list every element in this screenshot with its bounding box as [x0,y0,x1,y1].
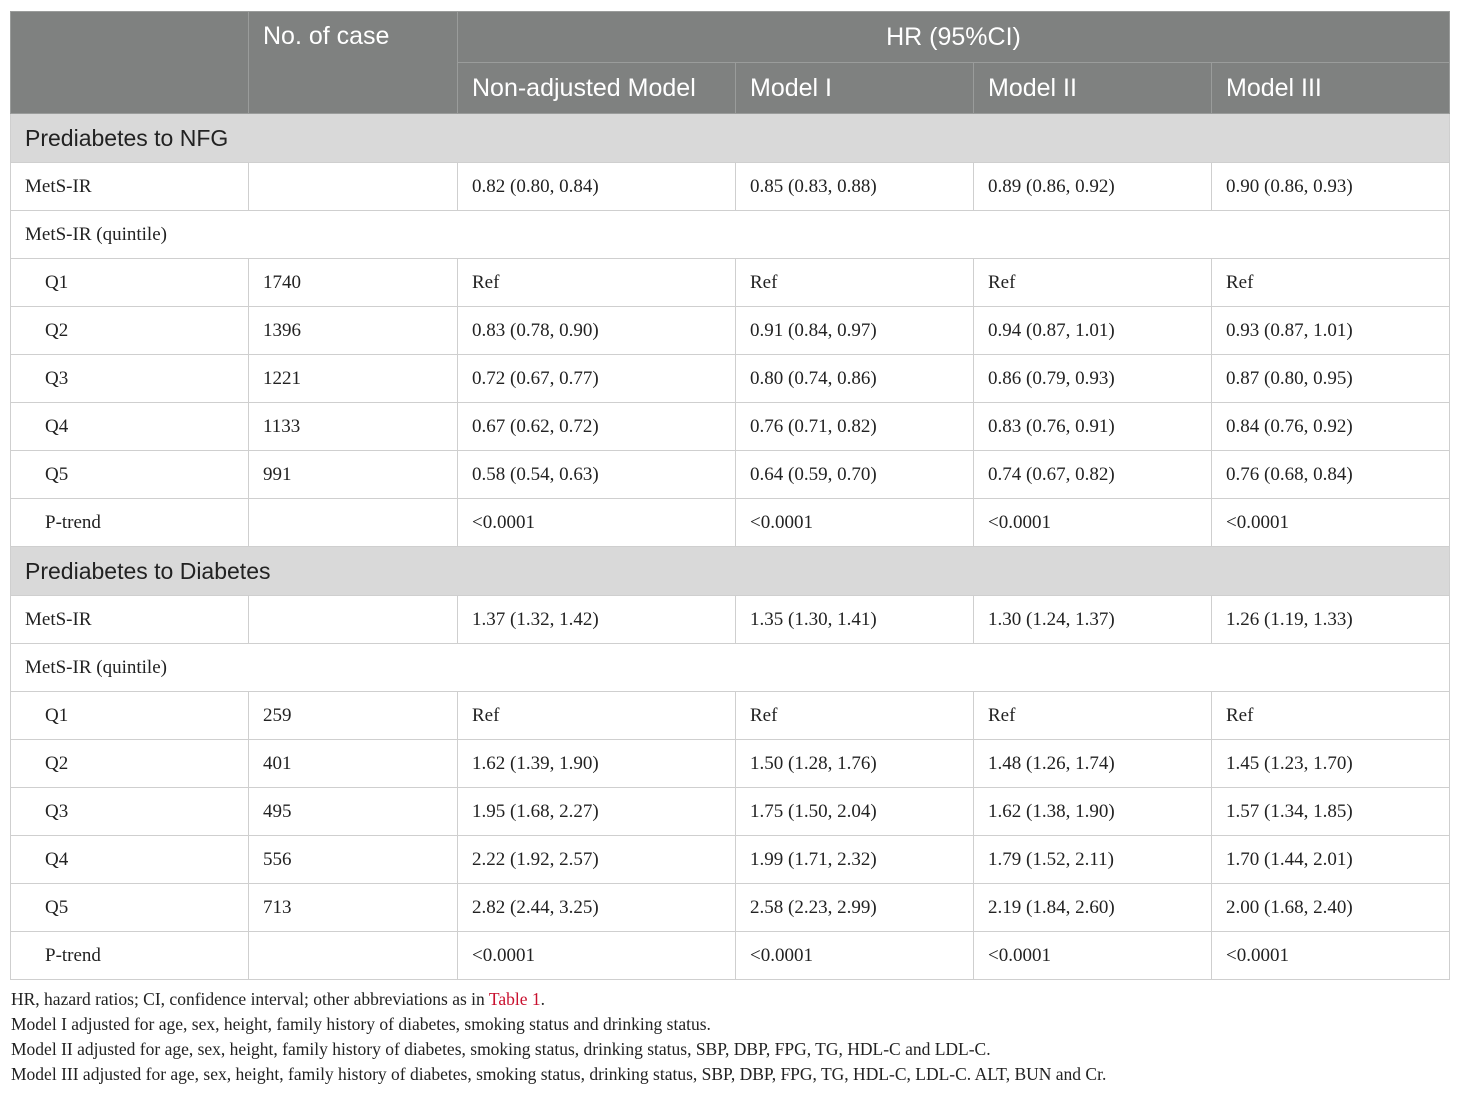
section-header-row [11,547,1450,596]
row-label: Q3 [11,355,249,403]
hr-value-cell: 1.26 (1.19, 1.33) [1212,596,1450,644]
row-label: P-trend [11,932,249,980]
hr-value-cell: 2.58 (2.23, 2.99) [736,884,974,932]
table-footnotes [11,987,1106,1087]
footnote-model-3: Model III adjusted for age, sex, height, family history of diabetes, smoking status, drinking status, SBP, DBP, FPG, TG, HDL-C, LDL-C. ALT, BUN and Cr. [11,1064,1107,1084]
row-label: Q3 [11,788,249,836]
p-trend-cell: <0.0001 [736,932,974,980]
footnote-model-2: Model II adjusted for age, sex, height, family history of diabetes, smoking status, drinking status, SBP, DBP, FPG, TG, HDL-C and LDL-C. [11,1039,991,1059]
hr-value-cell: 0.93 (0.87, 1.01) [1212,307,1450,355]
p-trend-cell: <0.0001 [1212,499,1450,547]
case-count-cell: 556 [249,836,458,884]
header-no-of-case: No. of case [249,12,458,114]
table-1-link[interactable]: Table 1 [488,989,541,1009]
hr-value-cell: Ref [458,259,736,307]
hr-value-cell: 1.45 (1.23, 1.70) [1212,740,1450,788]
p-trend-cell: <0.0001 [974,499,1212,547]
hr-value-cell: 1.79 (1.52, 2.11) [974,836,1212,884]
hr-value-cell: 2.00 (1.68, 2.40) [1212,884,1450,932]
case-count-cell: 1740 [249,259,458,307]
header-hr-group: HR (95%CI) [458,12,1450,63]
table-row [11,692,1450,740]
table-row [11,932,1450,980]
table-row [11,307,1450,355]
hr-value-cell: 1.37 (1.32, 1.42) [458,596,736,644]
row-label: Q2 [11,307,249,355]
case-count-cell [249,499,458,547]
hr-value-cell: Ref [974,692,1212,740]
case-count-cell [249,596,458,644]
p-trend-cell: <0.0001 [736,499,974,547]
table-row [11,403,1450,451]
table-header [11,12,1450,114]
case-count-cell: 1133 [249,403,458,451]
table-row [11,644,1450,692]
row-label: Q4 [11,836,249,884]
hr-value-cell: 1.62 (1.38, 1.90) [974,788,1212,836]
hazard-ratio-table [10,11,1450,980]
table-row [11,451,1450,499]
hr-value-cell: Ref [1212,692,1450,740]
hr-value-cell: 0.84 (0.76, 0.92) [1212,403,1450,451]
hr-value-cell: 0.90 (0.86, 0.93) [1212,163,1450,211]
section-header-row [11,114,1450,163]
row-label: Q1 [11,259,249,307]
hr-value-cell: 0.80 (0.74, 0.86) [736,355,974,403]
table-row [11,740,1450,788]
table-body [11,114,1450,980]
table-row [11,355,1450,403]
header-model-3: Model III [1212,63,1450,114]
row-label: MetS-IR [11,596,249,644]
hr-value-cell: 0.58 (0.54, 0.63) [458,451,736,499]
row-label: Q5 [11,884,249,932]
footnote-abbreviations [11,987,1106,1012]
hr-value-cell: Ref [736,692,974,740]
table-row [11,596,1450,644]
p-trend-cell: <0.0001 [458,499,736,547]
hr-value-cell: 0.67 (0.62, 0.72) [458,403,736,451]
case-count-cell [249,163,458,211]
case-count-cell: 991 [249,451,458,499]
row-label: MetS-IR (quintile) [11,644,1450,692]
hr-value-cell: Ref [974,259,1212,307]
hr-value-cell: 0.83 (0.76, 0.91) [974,403,1212,451]
row-label: MetS-IR (quintile) [11,211,1450,259]
row-label: Q2 [11,740,249,788]
section-title: Prediabetes to Diabetes [11,547,1450,596]
header-model-2: Model II [974,63,1212,114]
hr-value-cell: 2.22 (1.92, 2.57) [458,836,736,884]
hr-value-cell: 1.30 (1.24, 1.37) [974,596,1212,644]
hr-value-cell: 1.99 (1.71, 2.32) [736,836,974,884]
case-count-cell: 713 [249,884,458,932]
case-count-cell: 1221 [249,355,458,403]
hr-value-cell: Ref [1212,259,1450,307]
results-table-container [10,11,1449,980]
hr-value-cell: 1.57 (1.34, 1.85) [1212,788,1450,836]
header-model-nonadjusted: Non-adjusted Model [458,63,736,114]
hr-value-cell: 1.75 (1.50, 2.04) [736,788,974,836]
table-row [11,499,1450,547]
row-label: P-trend [11,499,249,547]
p-trend-cell: <0.0001 [974,932,1212,980]
hr-value-cell: 1.95 (1.68, 2.27) [458,788,736,836]
hr-value-cell: 0.76 (0.68, 0.84) [1212,451,1450,499]
hr-value-cell: Ref [458,692,736,740]
footnote-abbreviations-text: HR, hazard ratios; CI, confidence interval; other abbreviations as in [11,989,489,1009]
section-title: Prediabetes to NFG [11,114,1450,163]
footnote-abbreviations-end: . [540,989,545,1009]
hr-value-cell: 0.89 (0.86, 0.92) [974,163,1212,211]
hr-value-cell: 2.82 (2.44, 3.25) [458,884,736,932]
table-row [11,884,1450,932]
header-model-1: Model I [736,63,974,114]
case-count-cell: 1396 [249,307,458,355]
p-trend-cell: <0.0001 [458,932,736,980]
hr-value-cell: 1.48 (1.26, 1.74) [974,740,1212,788]
case-count-cell [249,932,458,980]
hr-value-cell: 1.35 (1.30, 1.41) [736,596,974,644]
case-count-cell: 495 [249,788,458,836]
hr-value-cell: 0.94 (0.87, 1.01) [974,307,1212,355]
hr-value-cell: 1.70 (1.44, 2.01) [1212,836,1450,884]
hr-value-cell: 0.85 (0.83, 0.88) [736,163,974,211]
table-row [11,788,1450,836]
hr-value-cell: 0.83 (0.78, 0.90) [458,307,736,355]
row-label: Q5 [11,451,249,499]
p-trend-cell: <0.0001 [1212,932,1450,980]
case-count-cell: 401 [249,740,458,788]
hr-value-cell: 0.91 (0.84, 0.97) [736,307,974,355]
table-row [11,211,1450,259]
hr-value-cell: 1.62 (1.39, 1.90) [458,740,736,788]
footnote-model-1: Model I adjusted for age, sex, height, family history of diabetes, smoking status and drinking status. [11,1014,711,1034]
table-row [11,836,1450,884]
hr-value-cell: 0.74 (0.67, 0.82) [974,451,1212,499]
header-blank-cell [11,12,249,114]
hr-value-cell: 1.50 (1.28, 1.76) [736,740,974,788]
hr-value-cell: 0.87 (0.80, 0.95) [1212,355,1450,403]
hr-value-cell: 2.19 (1.84, 2.60) [974,884,1212,932]
hr-value-cell: Ref [736,259,974,307]
row-label: Q4 [11,403,249,451]
table-row [11,259,1450,307]
hr-value-cell: 0.76 (0.71, 0.82) [736,403,974,451]
case-count-cell: 259 [249,692,458,740]
hr-value-cell: 0.86 (0.79, 0.93) [974,355,1212,403]
hr-value-cell: 0.64 (0.59, 0.70) [736,451,974,499]
hr-value-cell: 0.82 (0.80, 0.84) [458,163,736,211]
row-label: MetS-IR [11,163,249,211]
row-label: Q1 [11,692,249,740]
hr-value-cell: 0.72 (0.67, 0.77) [458,355,736,403]
table-row [11,163,1450,211]
